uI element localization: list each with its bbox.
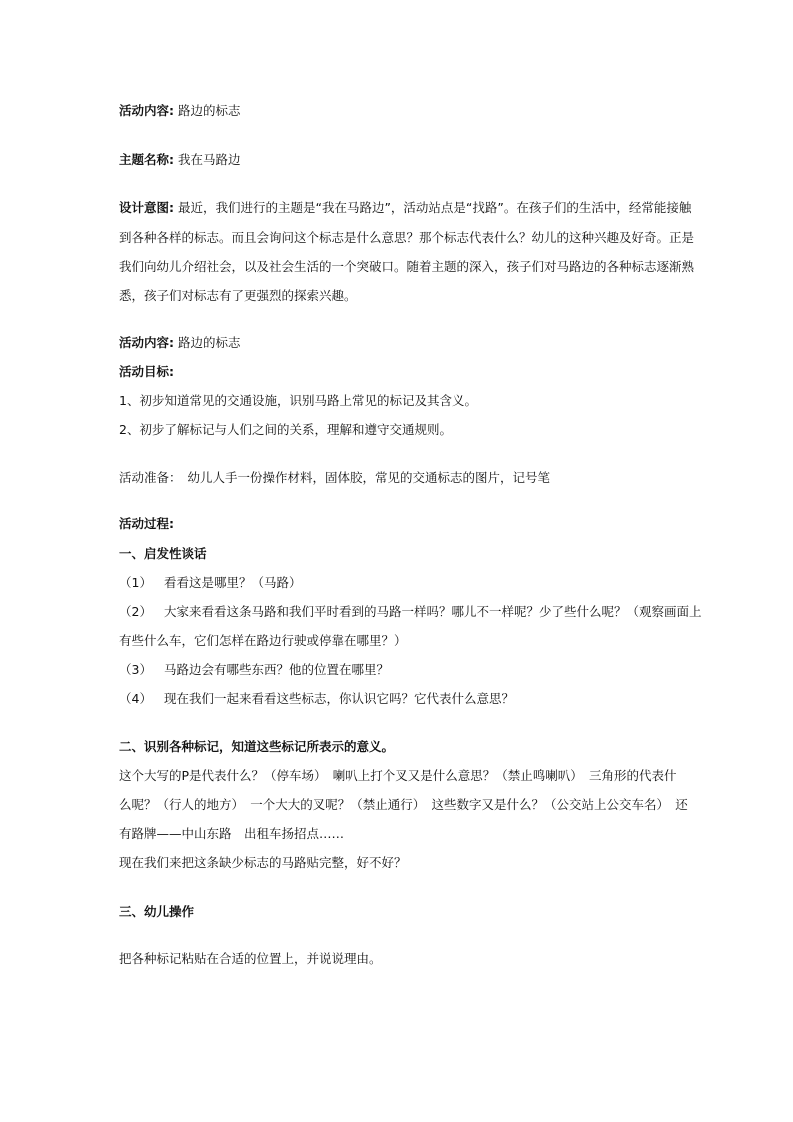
s1-item-2-cont: 有些什么车，它们怎样在路边行驶或停靠在哪里？） (119, 633, 407, 648)
s1-item-2 (119, 604, 701, 620)
s1-item-4-text: 现在我们一起来看看这些标志，你认识它吗？它代表什么意思？ (163, 691, 514, 706)
theme-line (119, 152, 241, 168)
activity-content-value: 路边的标志 (177, 335, 241, 350)
activity-content-line (119, 335, 241, 351)
s1-item-1-num: （1） (119, 575, 152, 590)
s1-item-1-text: 看看这是哪里？（马路） (163, 575, 302, 590)
design-line-2: 到各种各样的标志。而且会询问这个标志是什么意思？那个标志代表什么？幼儿的这种兴趣及好奇。正是 (119, 230, 695, 245)
activity-content-label: 活动内容: (119, 335, 174, 350)
theme-label: 主题名称: (119, 152, 174, 167)
s1-item-3-text: 马路边会有哪些东西？他的位置在哪里？ (163, 662, 389, 677)
s1-item-4 (119, 691, 514, 707)
prep-line (119, 470, 550, 486)
design-label: 设计意图: (119, 200, 174, 215)
design-line-1 (119, 200, 691, 216)
s2-line-2: 么呢？（行人的地方） 一个大大的叉呢？（禁止通行） 这些数字又是什么？（公交站上公交车名） 还 (119, 797, 688, 812)
process-label: 活动过程: (119, 516, 174, 531)
goal-item-2: 2、初步了解标记与人们之间的关系，理解和遵守交通规则。 (119, 422, 452, 437)
s1-item-3 (119, 662, 389, 678)
s2-line-4: 现在我们来把这条缺少标志的马路贴完整，好不好？ (119, 855, 407, 870)
s1-item-2-num: （2） (119, 604, 152, 619)
section1-title: 一、启发性谈话 (119, 546, 207, 561)
header-content-line (119, 103, 241, 119)
theme-value: 我在马路边 (177, 152, 241, 167)
s2-line-3: 有路牌——中山东路 出租车扬招点…… (119, 826, 345, 841)
prep-value: 幼儿人手一份操作材料，固体胶，常见的交通标志的图片，记号笔 (187, 470, 551, 485)
s1-item-4-num: （4） (119, 691, 152, 706)
header-content-label: 活动内容: (119, 103, 174, 118)
design-line-4: 悉，孩子们对标志有了更强烈的探索兴趣。 (119, 288, 357, 303)
design-line-3: 我们向幼儿介绍社会，以及社会生活的一个突破口。随着主题的深入，孩子们对马路边的各种标志逐渐熟 (119, 259, 695, 274)
s3-text: 把各种标记粘贴在合适的位置上，并说说理由。 (119, 951, 382, 966)
s1-item-2-text: 大家来看看这条马路和我们平时看到的马路一样吗？哪儿不一样呢？少了些什么呢？（观察画面上 (163, 604, 702, 619)
header-content-value: 路边的标志 (177, 103, 241, 118)
design-text-1: 最近，我们进行的主题是“我在马路边”，活动站点是“找路”。在孩子们的生活中，经常能接触 (174, 200, 692, 215)
section3-title: 三、幼儿操作 (119, 904, 195, 919)
goal-item-1: 1、初步知道常见的交通设施，识别马路上常见的标记及其含义。 (119, 393, 477, 408)
s1-item-1 (119, 575, 301, 591)
s1-item-3-num: （3） (119, 662, 152, 677)
section2-title: 二、识别各种标记，知道这些标记所表示的意义。 (119, 739, 395, 754)
goals-label: 活动目标: (119, 364, 174, 379)
prep-label: 活动准备： (119, 470, 182, 485)
s2-line-1: 这个大写的P是代表什么？（停车场） 喇叭上打个叉又是什么意思？（禁止鸣喇叭） 三角形的代表什 (119, 768, 677, 783)
